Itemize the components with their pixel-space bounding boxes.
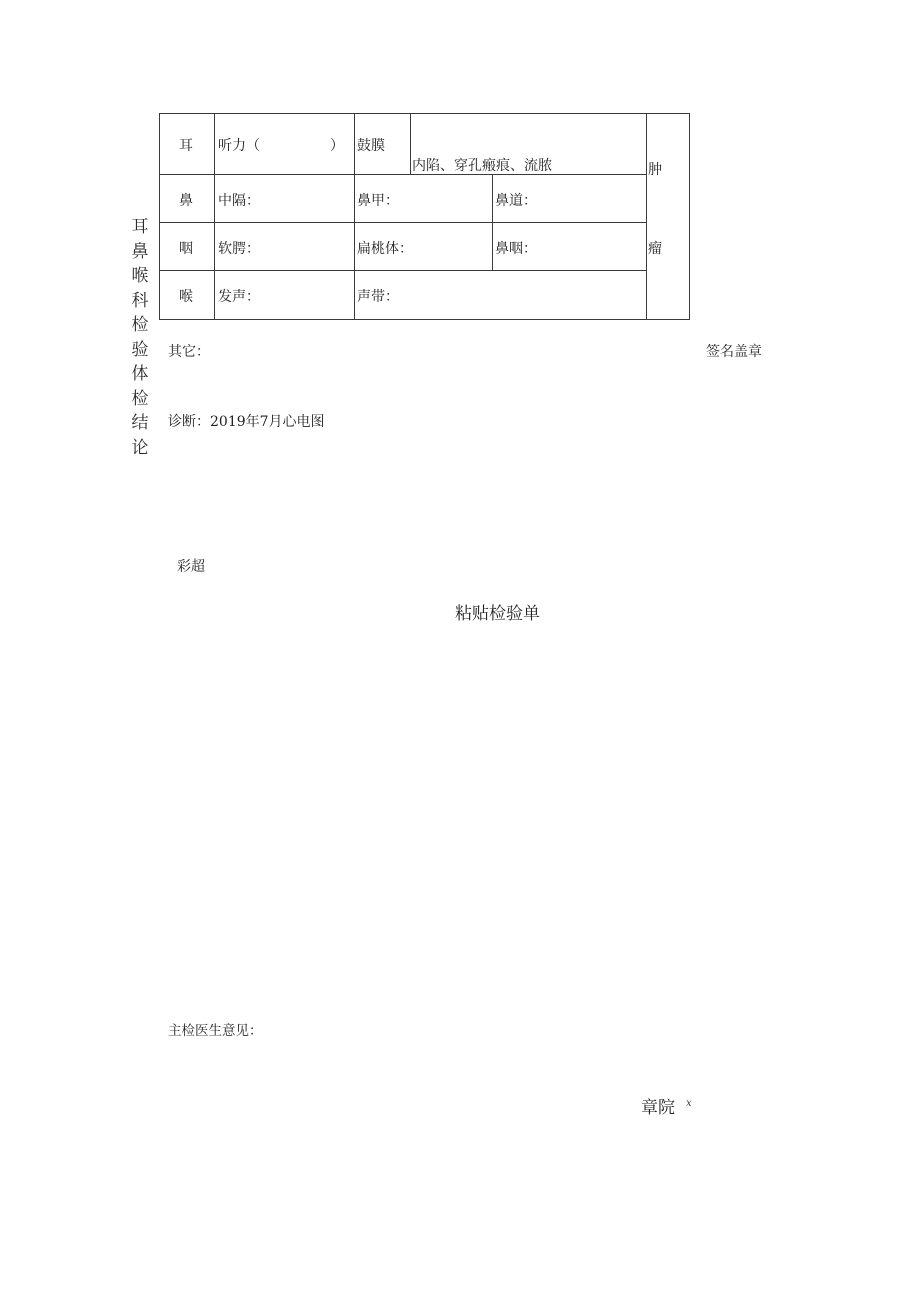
side-char: 耳	[131, 217, 149, 237]
organ-pharynx: 咽	[179, 241, 193, 257]
table-row-divider	[159, 174, 647, 175]
nasal-septum-field: 中隔：	[218, 193, 260, 209]
side-char: 体	[131, 364, 149, 384]
section-side-label	[128, 215, 152, 460]
side-char: 验	[131, 339, 149, 360]
table-col-divider	[214, 113, 215, 320]
hearing-close-paren: ）	[330, 138, 344, 154]
organ-ear: 耳	[179, 138, 193, 154]
side-char: 鼻	[131, 241, 149, 262]
diagnosis-text: 诊断：2019年7月心电图	[168, 414, 325, 430]
soft-palate-field: 软腭：	[218, 241, 260, 257]
eardrum-options: 内陷、穿孔瘢痕、流脓	[412, 158, 552, 174]
table-col-divider	[492, 174, 493, 271]
organ-nose: 鼻	[179, 193, 193, 209]
ultrasound-label: 彩超	[177, 559, 205, 575]
phonation-field: 发声：	[218, 289, 260, 305]
eardrum-label: 鼓膜	[357, 138, 385, 154]
chief-doctor-opinion-label: 主检医生意见：	[168, 1023, 263, 1039]
tonsil-field: 扁桃体：	[357, 241, 413, 257]
nasal-passage-field: 鼻道：	[495, 193, 537, 209]
stamp-mark: 𝑥	[686, 1098, 692, 1109]
table-row-divider	[159, 270, 647, 271]
side-char: 论	[131, 437, 149, 458]
side-char: 检	[131, 388, 149, 409]
vocal-cord-field: 声带：	[357, 289, 399, 305]
tumor-label-char: 瘤	[648, 241, 662, 257]
table-row-divider	[159, 222, 647, 223]
table-col-divider	[354, 113, 355, 320]
organ-larynx: 喉	[179, 289, 193, 305]
side-char: 检	[131, 315, 149, 335]
table-border-bottom	[159, 319, 690, 320]
side-char: 结	[131, 413, 149, 433]
table-col-divider	[410, 113, 411, 175]
nasal-turbinate-field: 鼻甲：	[357, 193, 399, 209]
side-char: 喉	[131, 266, 149, 286]
table-col-divider	[646, 113, 647, 320]
nasopharynx-field: 鼻咽：	[495, 241, 537, 257]
tumor-label-char: 肿	[648, 162, 662, 178]
signature-stamp-label: 签名盖章	[706, 344, 762, 360]
other-findings-label: 其它：	[168, 344, 210, 360]
paste-report-label: 粘贴检验单	[455, 604, 540, 624]
table-border-top	[159, 113, 690, 114]
table-border-right	[689, 113, 690, 320]
hearing-label: 听力（	[218, 138, 260, 154]
hospital-stamp-label: 章院	[641, 1098, 675, 1118]
table-border-left	[159, 113, 160, 320]
side-char: 科	[131, 290, 149, 311]
